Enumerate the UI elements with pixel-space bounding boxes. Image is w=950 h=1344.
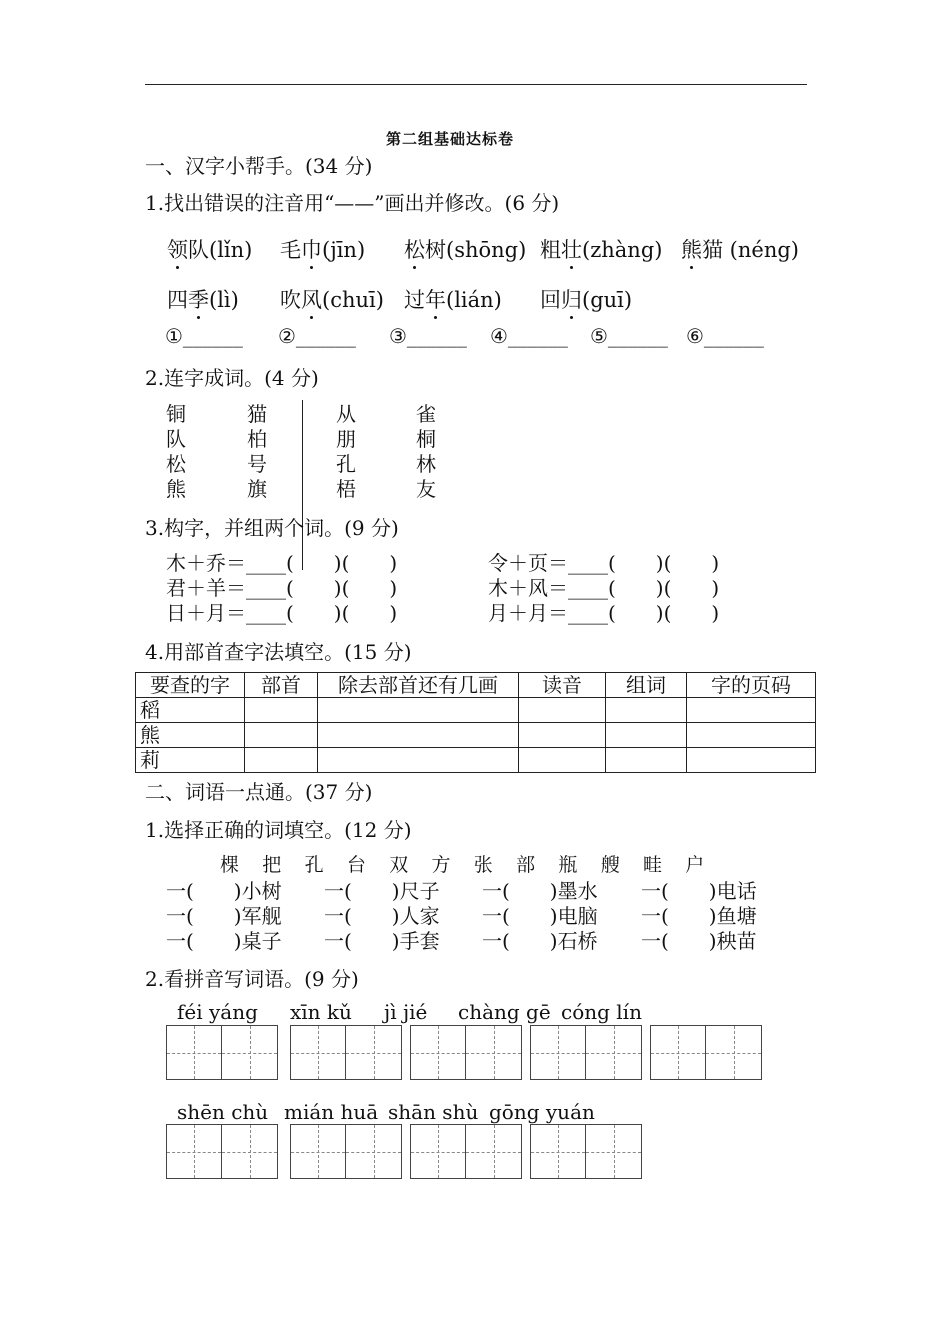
writing-grid[interactable] <box>166 1124 278 1179</box>
q5-bank-word[interactable]: 棵 <box>220 854 240 876</box>
q2-char[interactable]: 雀 <box>416 402 436 426</box>
q1-dotted-char: 风 <box>301 284 322 314</box>
writing-cell[interactable] <box>291 1125 346 1178</box>
q2-char[interactable]: 号 <box>247 452 267 476</box>
table-cell[interactable] <box>318 748 519 773</box>
writing-grid[interactable] <box>530 1124 642 1179</box>
table-cell[interactable] <box>606 748 687 773</box>
table-cell[interactable] <box>687 723 816 748</box>
writing-cell[interactable] <box>531 1026 586 1079</box>
writing-cell[interactable] <box>411 1026 466 1079</box>
q5-blank[interactable]: 一( )电脑 <box>482 904 598 928</box>
table-row <box>136 748 816 773</box>
q2-char[interactable]: 林 <box>416 452 436 476</box>
q6-pinyin: mián huā <box>284 1100 379 1124</box>
q2-char[interactable]: 熊 <box>166 477 186 501</box>
q1-answer-6[interactable]: ⑥______ <box>686 324 764 348</box>
q1-word-part: 粗 <box>540 238 561 262</box>
q3-item[interactable]: 令＋页＝____( )( ) <box>488 551 720 575</box>
q5-blank[interactable]: 一( )鱼塘 <box>641 904 757 928</box>
writing-cell[interactable] <box>346 1125 401 1178</box>
q1-answer-5[interactable]: ⑤______ <box>590 324 668 348</box>
q1-word-pinyin: (zhàng) <box>582 238 663 262</box>
q6-pinyin: shān shù <box>388 1100 479 1124</box>
q2-char[interactable]: 柏 <box>247 427 267 451</box>
table-cell[interactable] <box>318 723 519 748</box>
q5-bank-word[interactable]: 张 <box>473 854 493 876</box>
table-header: 部首 <box>245 673 318 698</box>
q1-word <box>540 234 662 264</box>
q6-pinyin: féi yáng <box>177 1000 258 1024</box>
q2-char[interactable]: 猫 <box>247 402 267 426</box>
q5-blank[interactable]: 一( )桌子 <box>166 929 282 953</box>
writing-cell[interactable] <box>222 1026 277 1079</box>
q3-prompt: 3.构字，并组两个词。(9 分) <box>145 516 399 540</box>
q1-answer-4[interactable]: ④______ <box>490 324 568 348</box>
q5-blank[interactable]: 一( )军舰 <box>166 904 282 928</box>
radical-table <box>135 672 816 773</box>
page-title: 第二组基础达标卷 <box>386 130 515 148</box>
writing-cell[interactable] <box>466 1125 521 1178</box>
q1-dotted-char: 松 <box>404 234 425 264</box>
q3-item[interactable]: 木＋乔＝____( )( ) <box>166 551 398 575</box>
q3-item[interactable]: 月＋月＝____( )( ) <box>488 601 720 625</box>
writing-cell[interactable] <box>586 1125 641 1178</box>
table-cell-char: 稻 <box>136 698 245 723</box>
q5-blank[interactable]: 一( )石桥 <box>482 929 598 953</box>
table-header: 字的页码 <box>687 673 816 698</box>
writing-cell[interactable] <box>291 1026 346 1079</box>
q1-word-pinyin: 队(lǐn) <box>188 238 253 262</box>
q1-word-part: 毛 <box>280 238 301 262</box>
q5-bank-word[interactable]: 部 <box>516 854 536 876</box>
q1-dotted-char: 领 <box>167 234 188 264</box>
writing-grid[interactable] <box>290 1124 402 1179</box>
q5-bank-word[interactable]: 艘 <box>600 854 620 876</box>
table-header-row <box>136 673 816 698</box>
top-rule <box>145 84 807 85</box>
writing-cell[interactable] <box>466 1026 521 1079</box>
table-header: 除去部首还有几画 <box>318 673 519 698</box>
writing-cell[interactable] <box>706 1026 761 1079</box>
writing-cell[interactable] <box>411 1125 466 1178</box>
table-header: 组词 <box>606 673 687 698</box>
q2-char[interactable]: 朋 <box>336 427 356 451</box>
q1-word <box>681 234 799 264</box>
table-cell[interactable] <box>519 698 606 723</box>
table-header: 读音 <box>519 673 606 698</box>
q5-prompt: 1.选择正确的词填空。(12 分) <box>145 818 412 842</box>
writing-cell[interactable] <box>651 1026 706 1079</box>
q1-answer-3[interactable]: ③______ <box>389 324 467 348</box>
q1-word-pinyin: 树(shōng) <box>425 238 527 262</box>
q5-blank[interactable]: 一( )小树 <box>166 879 282 903</box>
q1-dotted-char: 归 <box>561 284 582 314</box>
table-cell[interactable] <box>519 723 606 748</box>
table-cell[interactable] <box>606 698 687 723</box>
table-cell[interactable] <box>318 698 519 723</box>
q2-char[interactable]: 友 <box>416 477 436 501</box>
q2-char[interactable]: 旗 <box>247 477 267 501</box>
writing-grid[interactable] <box>290 1025 402 1080</box>
q5-blank[interactable]: 一( )尺子 <box>324 879 440 903</box>
q5-bank-word[interactable]: 瓶 <box>558 854 578 876</box>
q1-word-part: 过 <box>404 288 425 312</box>
table-cell[interactable] <box>606 723 687 748</box>
table-cell[interactable] <box>245 748 318 773</box>
q1-dotted-char: 壮 <box>561 234 582 264</box>
writing-cell[interactable] <box>167 1125 222 1178</box>
q1-word <box>280 284 384 314</box>
q1-answer-1[interactable]: ①______ <box>165 324 243 348</box>
section-1-heading: 一、汉字小帮手。(34 分) <box>145 154 373 178</box>
table-cell[interactable] <box>519 748 606 773</box>
q5-blank[interactable]: 一( )人家 <box>324 904 440 928</box>
writing-grid[interactable] <box>650 1025 762 1080</box>
q1-word <box>404 234 526 264</box>
writing-grid[interactable] <box>530 1025 642 1080</box>
q6-pinyin: jì jié <box>384 1000 428 1024</box>
table-row <box>136 723 816 748</box>
writing-cell[interactable] <box>167 1026 222 1079</box>
q1-word-pinyin: (guī) <box>582 288 633 312</box>
q5-bank-word[interactable]: 户 <box>685 854 705 876</box>
q5-blank[interactable]: 一( )手套 <box>324 929 440 953</box>
q6-pinyin: chàng gē <box>458 1000 551 1024</box>
table-cell[interactable] <box>245 723 318 748</box>
q1-word <box>404 284 502 314</box>
table-cell[interactable] <box>245 698 318 723</box>
q4-prompt: 4.用部首查字法填空。(15 分) <box>145 640 412 664</box>
q1-dotted-char: 年 <box>425 284 446 314</box>
q1-dotted-char: 熊 <box>681 234 702 264</box>
q1-word <box>167 234 252 264</box>
q6-pinyin: cóng lín <box>561 1000 642 1024</box>
table-row <box>136 698 816 723</box>
writing-cell[interactable] <box>222 1125 277 1178</box>
q2-char[interactable]: 桐 <box>416 427 436 451</box>
q5-bank-word[interactable]: 台 <box>346 854 366 876</box>
q1-word-pinyin: (jīn) <box>322 238 366 262</box>
q5-blank[interactable]: 一( )电话 <box>641 879 757 903</box>
q1-prompt: 1.找出错误的注音用“——”画出并修改。(6 分) <box>145 191 560 215</box>
q5-blank[interactable]: 一( )墨水 <box>482 879 598 903</box>
q1-dotted-char: 巾 <box>301 234 322 264</box>
q1-word-pinyin: (chuī) <box>322 288 384 312</box>
q5-blank[interactable]: 一( )秧苗 <box>641 929 757 953</box>
q1-word <box>540 284 632 314</box>
table-cell[interactable] <box>687 748 816 773</box>
q2-divider <box>302 400 303 570</box>
q6-pinyin: shēn chù <box>177 1100 269 1124</box>
table-cell-char: 莉 <box>136 748 245 773</box>
q1-word-pinyin: 猫 (néng) <box>702 238 799 262</box>
q2-char[interactable]: 梧 <box>336 477 356 501</box>
q6-pinyin: gōng yuán <box>489 1100 595 1124</box>
writing-cell[interactable] <box>531 1125 586 1178</box>
q1-dotted-char: 季 <box>188 284 209 314</box>
q5-bank-word[interactable]: 畦 <box>643 854 663 876</box>
q1-word-part: 四 <box>167 288 188 312</box>
q5-bank-word[interactable]: 双 <box>389 854 409 876</box>
writing-grid[interactable] <box>410 1124 522 1179</box>
q3-item[interactable]: 日＋月＝____( )( ) <box>166 601 398 625</box>
q1-word-part: 吹 <box>280 288 301 312</box>
q2-prompt: 2.连字成词。(4 分) <box>145 366 319 390</box>
table-cell[interactable] <box>687 698 816 723</box>
q6-prompt: 2.看拼音写词语。(9 分) <box>145 967 359 991</box>
q1-word <box>167 284 239 314</box>
q5-bank-word[interactable]: 方 <box>431 854 451 876</box>
q2-char[interactable]: 队 <box>166 427 186 451</box>
q1-word <box>280 234 365 264</box>
q1-word-pinyin: (lì) <box>209 288 239 312</box>
q2-char[interactable]: 铜 <box>166 402 186 426</box>
writing-grid[interactable] <box>410 1025 522 1080</box>
writing-cell[interactable] <box>346 1026 401 1079</box>
q2-char[interactable]: 松 <box>166 452 186 476</box>
q3-item[interactable]: 君＋羊＝____( )( ) <box>166 576 398 600</box>
q1-word-pinyin: (lián) <box>446 288 502 312</box>
q6-pinyin: xīn kǔ <box>290 1000 352 1024</box>
q1-word-part: 回 <box>540 288 561 312</box>
q1-answer-2[interactable]: ②______ <box>278 324 356 348</box>
table-cell-char: 熊 <box>136 723 245 748</box>
section-2-heading: 二、词语一点通。(37 分) <box>145 780 373 804</box>
q5-bank-word[interactable]: 把 <box>262 854 282 876</box>
writing-cell[interactable] <box>586 1026 641 1079</box>
q2-char[interactable]: 从 <box>336 402 356 426</box>
table-header: 要查的字 <box>136 673 245 698</box>
q3-item[interactable]: 木＋风＝____( )( ) <box>488 576 720 600</box>
writing-grid[interactable] <box>166 1025 278 1080</box>
q2-char[interactable]: 孔 <box>336 452 356 476</box>
q5-bank-word[interactable]: 孔 <box>304 854 324 876</box>
